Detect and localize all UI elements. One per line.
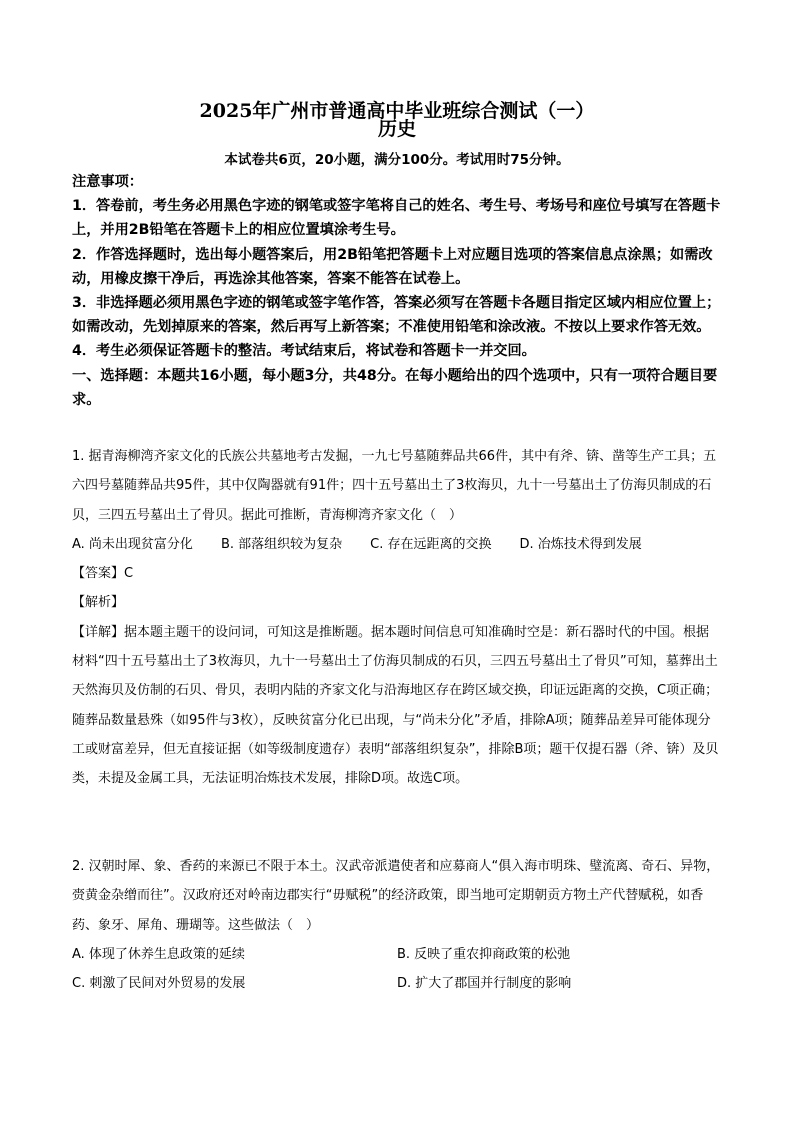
- answer-value: C: [124, 566, 134, 582]
- question-1-stem: 1. 据青海柳湾齐家文化的氏族公共墓地考古发掘，一九七号墓随葬品共66件，其中有斧、锛、凿等生产工具；五六四号墓随葬品共95件，其中仅陶器就有91件；四十五号墓出土了3枚海贝，九十一号墓出土了仿海贝制成的石贝，三四五号墓出土了骨贝。据此可推断，青海柳湾齐家文化（ ）: [72, 449, 717, 523]
- question-1-option-a[interactable]: A. 尚未出现贫富分化: [72, 536, 193, 552]
- notice-item-3: 3．非选择题必须用黑色字迹的钢笔或签字笔作答，答案必须写在答题卡各题目指定区域内相应位置上；如需改动，先划掉原来的答案，然后再写上新答案；不准使用铅笔和涂改液。不按以上要求作答无效。: [72, 295, 721, 336]
- question-2-option-d[interactable]: D. 扩大了郡国并行制度的影响: [397, 976, 572, 992]
- notice-item-2: 2．作答选择题时，选出每小题答案后，用2B铅笔把答题卡上对应题目选项的答案信息点涂黑；如需改动，用橡皮擦干净后，再选涂其他答案，答案不能答在试卷上。: [72, 246, 713, 287]
- question-2-option-a[interactable]: A. 体现了休养生息政策的延续: [72, 946, 245, 962]
- question-1-detail: [72, 618, 722, 794]
- exam-intro: 本试卷共6页，20小题，满分100分。考试用时75分钟。: [224, 152, 570, 168]
- answer-label: 【答案】: [72, 566, 125, 582]
- question-1-option-b[interactable]: B. 部落组织较为复杂: [220, 536, 343, 552]
- question-1: [72, 442, 722, 794]
- question-1-options: [72, 530, 722, 559]
- question-2-stem: 2. 汉朝时犀、象、香药的来源已不限于本土。汉武帝派遣使者和应募商人“俱入海市明珠、璧流离、奇石、异物，赍黄金杂缯而往”。汉政府还对岭南边郡实行“毋赋税”的经济政策，即当地可定期朝贡方物土产代替赋税，如香药、象牙、犀角、珊瑚等。这些做法（ ）: [72, 859, 720, 933]
- question-2-options: [72, 940, 722, 999]
- detail-text: 据本题主题干的设问词，可知这是推断题。据本题时间信息可知准确时空是：新石器时代的中国。根据材料“四十五号墓出土了3枚海贝，九十一号墓出土了仿海贝制成的石贝，三四五号墓出土了骨贝”可知，墓葬出土天然海贝及仿制的石贝、骨贝，表明内陆的齐家文化与沿海地区存在跨区域交换，印证远距离的交换，C项正确；随葬品数量悬殊（如95件与3枚），反映贫富分化已出现，与“尚未分化”矛盾，排除A项；随葬品差异可能体现分工或财富差异，但无直接证据（如等级制度遗存）表明“部落组织复杂”，排除B项；题干仅提石器（斧、锛）及贝类，未提及金属工具，无法证明冶炼技术发展，排除D项。故选C项。: [72, 624, 719, 787]
- question-1-answer: [72, 559, 722, 588]
- section-heading: 一、选择题：本题共16小题，每小题3分，共48分。在每小题给出的四个选项中，只有一项符合题目要求。: [72, 367, 718, 408]
- question-2: [72, 852, 722, 998]
- analysis-label: 【解析】: [72, 595, 125, 611]
- detail-label: 【详解】: [72, 624, 125, 640]
- exam-title: 2025年广州市普通高中毕业班综合测试（一）: [199, 100, 595, 122]
- exam-subject: 历史: [377, 118, 416, 140]
- notice-item-1: 1．答卷前，考生务必用黑色字迹的钢笔或签字笔将自己的姓名、考生号、考场号和座位号填写在答题卡上，并用2B铅笔在答题卡上的相应位置填涂考生号。: [72, 198, 721, 239]
- notice-heading: 注意事项：: [72, 174, 143, 190]
- question-2-option-b[interactable]: B. 反映了重农抑商政策的松弛: [397, 946, 571, 962]
- notice-item-4: 4．考生必须保证答题卡的整洁。考试结束后，将试卷和答题卡一并交回。: [72, 343, 536, 360]
- question-1-option-d[interactable]: D. 冶炼技术得到发展: [519, 536, 642, 552]
- question-2-option-c[interactable]: C. 刺激了民间对外贸易的发展: [72, 976, 246, 992]
- notice-block: [72, 170, 722, 412]
- question-1-option-c[interactable]: C. 存在远距离的交换: [370, 536, 492, 552]
